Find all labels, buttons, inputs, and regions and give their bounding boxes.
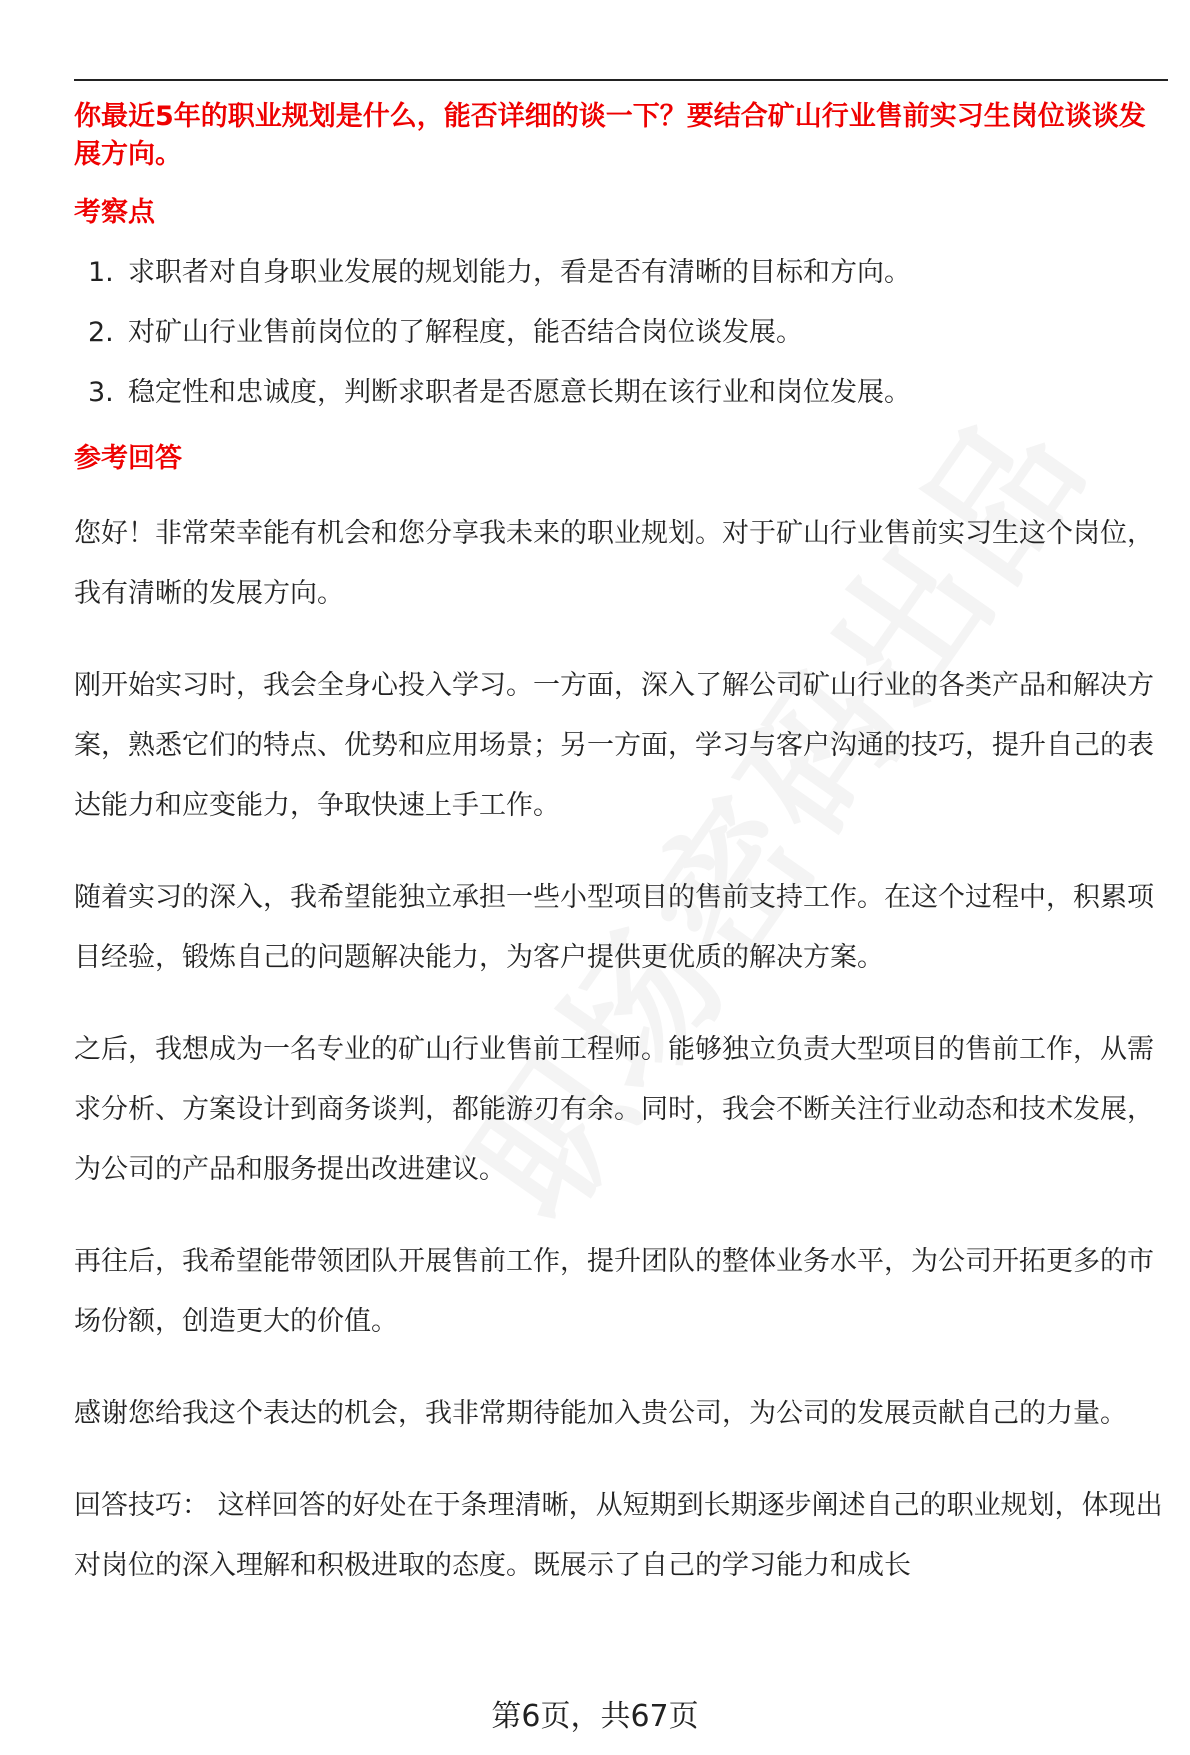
list-item-text: 对矿山行业售前岗位的了解程度，能否结合岗位谈发展。 xyxy=(128,317,803,348)
page-content xyxy=(74,98,1168,1628)
answer-paragraph: 再往后，我希望能带领团队开展售前工作，提升团队的整体业务水平，为公司开拓更多的市场份额，创造更大的价值。 xyxy=(74,1246,1154,1337)
page-number: 第6页，共67页 xyxy=(491,1699,699,1734)
list-item-text: 稳定性和忠诚度，判断求职者是否愿意长期在该行业和岗位发展。 xyxy=(128,377,911,408)
answer-paragraph: 随着实习的深入，我希望能独立承担一些小型项目的售前支持工作。在这个过程中，积累项目经验，锻炼自己的问题解决能力，为客户提供更优质的解决方案。 xyxy=(74,882,1154,973)
list-item xyxy=(74,254,1168,292)
answer-paragraph: 您好！非常荣幸能有机会和您分享我未来的职业规划。对于矿山行业售前实习生这个岗位，我有清晰的发展方向。 xyxy=(74,518,1154,609)
answer-tips-paragraph: 回答技巧： 这样回答的好处在于条理清晰，从短期到长期逐步阐述自己的职业规划，体现出对岗位的深入理解和积极进取的态度。既展示了自己的学习能力和成长 xyxy=(74,1490,1163,1581)
list-item xyxy=(74,314,1168,352)
list-item-number: 1. xyxy=(88,257,114,288)
answer-paragraph: 之后，我想成为一名专业的矿山行业售前工程师。能够独立负责大型项目的售前工作，从需求分析、方案设计到商务谈判，都能游刃有余。同时，我会不断关注行业动态和技术发展，为公司的产品和服务提出改进建议。 xyxy=(74,1034,1154,1185)
list-item xyxy=(74,374,1168,412)
question-title: 你最近5年的职业规划是什么，能否详细的谈一下？要结合矿山行业售前实习生岗位谈谈发展方向。 xyxy=(74,101,1146,170)
points-list xyxy=(74,254,1168,412)
answer-paragraph: 刚开始实习时，我会全身心投入学习。一方面，深入了解公司矿山行业的各类产品和解决方案，熟悉它们的特点、优势和应用场景；另一方面，学习与客户沟通的技巧，提升自己的表达能力和应变能力，争取快速上手工作。 xyxy=(74,670,1154,821)
answer-heading: 参考回答 xyxy=(74,443,182,474)
answer-body xyxy=(74,504,1168,1596)
answer-paragraph: 感谢您给我这个表达的机会，我非常期待能加入贵公司，为公司的发展贡献自己的力量。 xyxy=(74,1398,1127,1429)
list-item-number: 3. xyxy=(88,377,114,408)
list-item-text: 求职者对自身职业发展的规划能力，看是否有清晰的目标和方向。 xyxy=(128,257,911,288)
points-heading: 考察点 xyxy=(74,197,155,228)
list-item-number: 2. xyxy=(88,317,114,348)
header-rule xyxy=(74,79,1168,81)
